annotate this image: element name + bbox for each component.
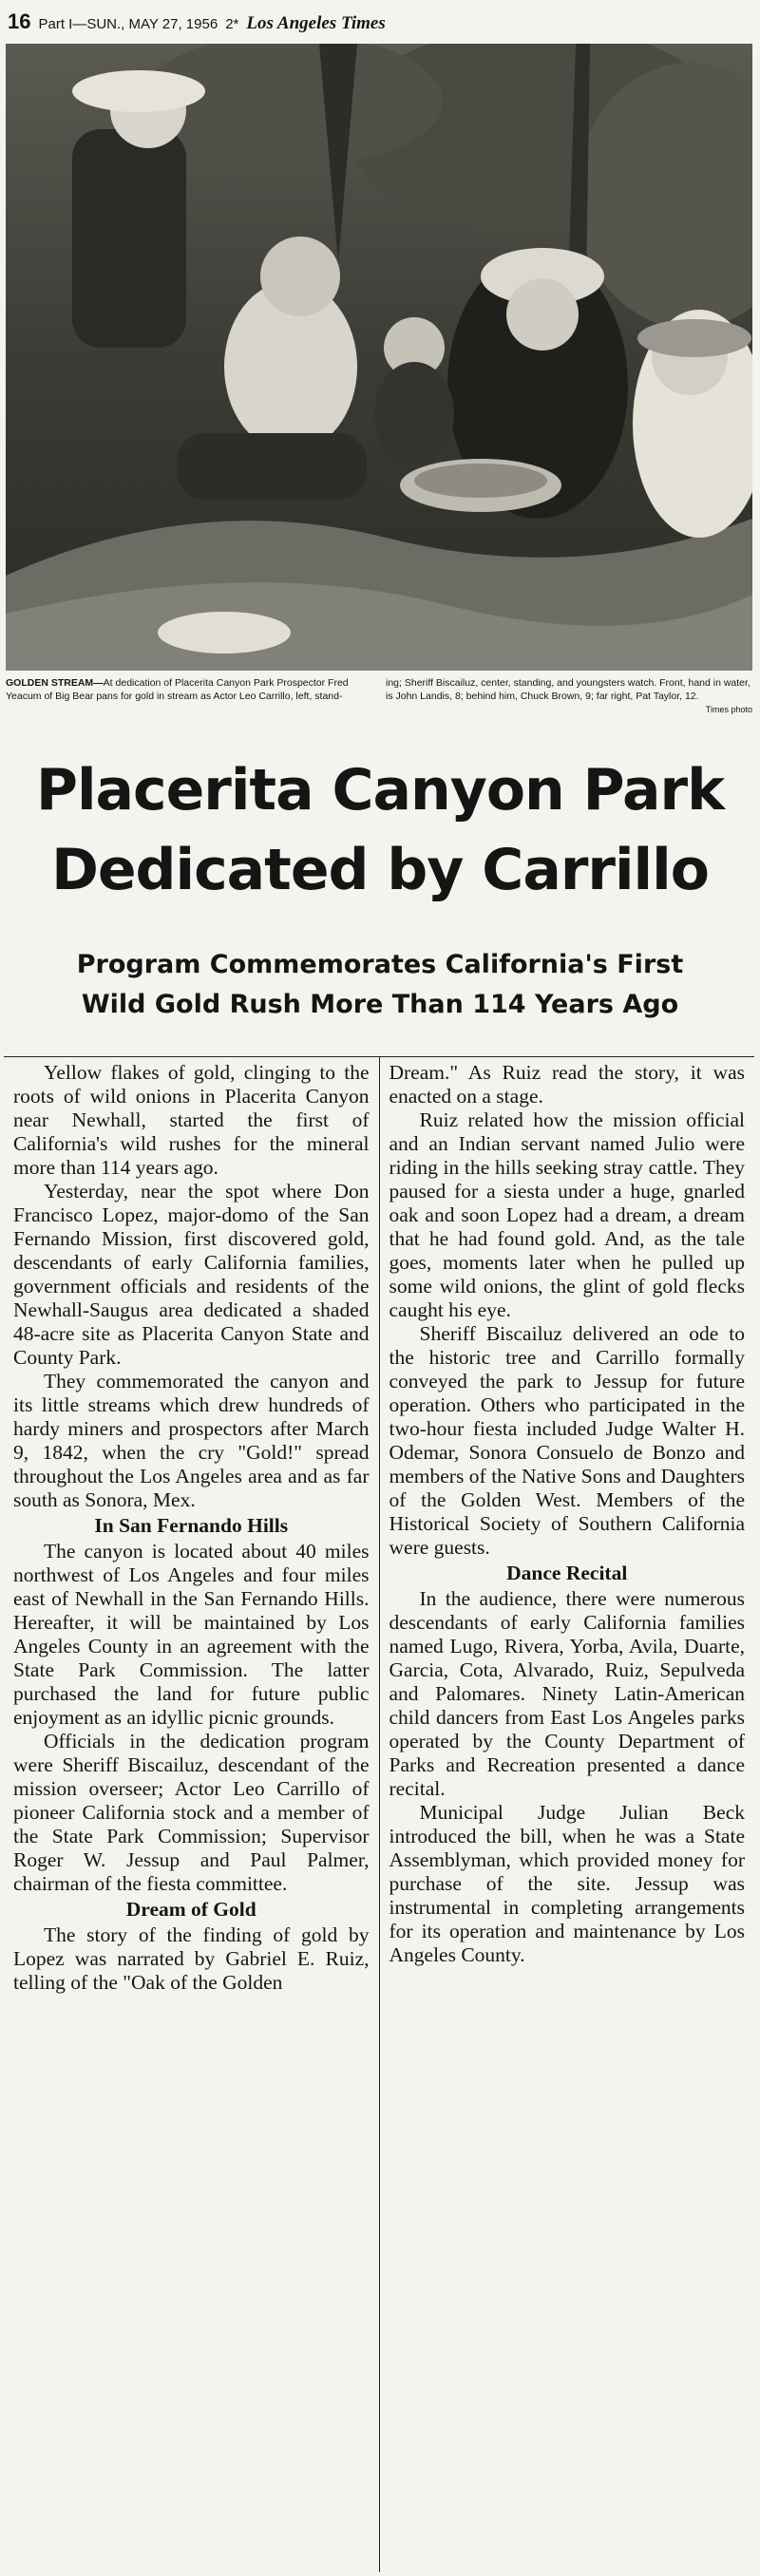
paragraph: Yesterday, near the spot where Don Francisco Lopez, major-domo of the San Fernando Mission, first discovered gold, descendants of early California families, government officials and residents of the Newhall-Saugus area dedicated a shaded 48-acre site as Placerita Canyon State and County Park. (13, 1180, 370, 1369)
paragraph: Yellow flakes of gold, clinging to the roots of wild onions in Placerita Canyon near Newhall, started the first of California's wild rushes for the mineral more than 114 years ago. (13, 1061, 370, 1179)
caption-text-left: At dedication of Placerita Canyon Park Prospector Fred Yeacum of Big Bear pans for gold in stream as Actor Leo Carrillo, left, stand- (6, 677, 349, 702)
paragraph: In the audience, there were numerous descendants of early California families named Lugo, Rivera, Yorba, Avila, Duarte, Garcia, Cota, Alvarado, Ruiz, Sepulveda and Palomares. Ninety Latin-American child dancers from East Los Angeles parks operated by the County Department of Parks and Recreation presented a dance recital. (389, 1587, 745, 1800)
headline (0, 750, 760, 910)
paragraph: Municipal Judge Julian Beck introduced the bill, when he was a State Assemblyman, which provided money for purchase of the site. Jessup was instrumental in completing arrangements for its operation and maintenance by Los Angeles County. (389, 1801, 745, 1966)
section-heading: Dance Recital (506, 1562, 628, 1584)
photo-image (6, 44, 752, 671)
subhead-line-1: Program Commemorates California's First (76, 950, 684, 979)
paragraph: They commemorated the canyon and its little streams which drew hundreds of hardy miners and prospectors after March 9, 1842, when the cry "Gold!" spread throughout the Los Angeles area and as far south as Sonora, Mex. (13, 1370, 370, 1511)
page-number: 16 (8, 9, 31, 33)
subhead-line-2: Wild Gold Rush More Than 114 Years Ago (81, 990, 679, 1019)
section-heading: Dream of Gold (125, 1898, 256, 1921)
paragraph: Sheriff Biscailuz delivered an ode to the historic tree and Carrillo formally conveyed the park to Jessup for future operation. Others who participated in the two-hour fiesta included Judge Walter H. Odemar, Sonora Consuelo de Bonzo and members of the Native Sons and Daughters of the Golden West. Members of the Historical Society of Southern California were guests. (389, 1322, 745, 1559)
photo-caption (6, 676, 752, 733)
article-column-left (4, 1057, 380, 2572)
folio-line (8, 9, 752, 38)
caption-text-right: ing; Sheriff Biscailuz, center, standing, and youngsters watch. Front, hand in water, is John Landis, 8; behind him, Chuck Brown, 9; far right, Pat Taylor, 12. (386, 677, 750, 702)
edition-star: 2* (225, 16, 239, 32)
paragraph: Dream." As Ruiz read the story, it was enacted on a stage. (389, 1061, 745, 1108)
edition-date: Part I—SUN., MAY 27, 1956 (38, 16, 218, 32)
article-column-right (380, 1057, 755, 2572)
caption-left (6, 676, 372, 733)
masthead: Los Angeles Times (246, 13, 386, 33)
paragraph: Ruiz related how the mission official and an Indian servant named Julio were riding in the hills seeking stray cattle. They paused for a siesta under a huge, gnarled oak and soon Lopez had a dream, a dream that he had found gold. And, as the tale goes, moments later when he pulled up some wild onions, the glint of gold flecks caught his eye. (389, 1108, 745, 1321)
section-heading: In San Fernando Hills (94, 1514, 289, 1537)
news-photo (6, 44, 752, 671)
subheadline (0, 945, 760, 1025)
headline-line-1: Placerita Canyon Park (35, 757, 725, 824)
paragraph: The canyon is located about 40 miles northwest of Los Angeles and four miles east of Newhall in the San Fernando Hills. Hereafter, it will be maintained by Los Angeles County in an agreement with the State Park Commission. The latter purchased the land for future public enjoyment as an idyllic picnic grounds. (13, 1540, 370, 1729)
caption-lead: GOLDEN STREAM— (6, 677, 104, 689)
article-body (4, 1056, 754, 2572)
paragraph: Officials in the dedication program were Sheriff Biscailuz, descendant of the mission overseer; Actor Leo Carrillo of pioneer California stock and a member of the State Park Commission; Supervisor Roger W. Jessup and Paul Palmer, chairman of the fiesta committee. (13, 1730, 370, 1895)
paragraph: The story of the finding of gold by Lopez was narrated by Gabriel E. Ruiz, telling of the "Oak of the Golden (13, 1923, 370, 1994)
caption-right (386, 676, 752, 733)
photo-credit: Times photo (705, 705, 752, 714)
headline-line-2: Dedicated by Carrillo (51, 837, 709, 903)
